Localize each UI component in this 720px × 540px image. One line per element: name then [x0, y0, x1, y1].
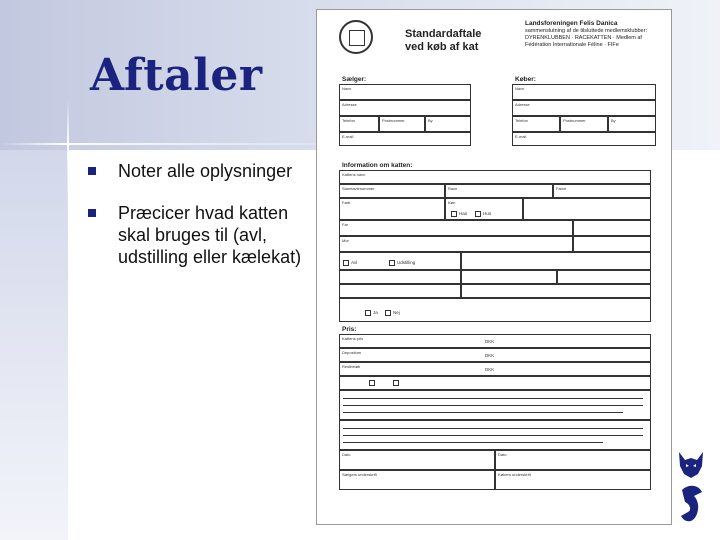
bullet-item	[88, 160, 308, 182]
buyer-email-field: E-mail	[512, 132, 656, 146]
payment-field	[339, 376, 651, 390]
breeding-label: Avl	[351, 260, 358, 265]
buyer-date-field: Dato	[495, 450, 651, 470]
male-checkbox	[451, 211, 457, 217]
male-label: Han	[459, 211, 468, 216]
seller-signature-field: Sælgers underskrift	[339, 470, 495, 490]
bullet-item	[88, 202, 308, 268]
seller-postcode-field: Postnummer	[379, 116, 425, 132]
contract-document-image	[316, 9, 672, 525]
buyer-postcode-field: Postnummer	[560, 116, 608, 132]
seller-phone-field: Telefon	[339, 116, 379, 132]
cat-detail-field	[461, 284, 651, 298]
seller-name-field: Navn	[339, 84, 471, 100]
slide-title: Aftaler	[90, 50, 263, 101]
currency-label: DKK	[485, 353, 495, 358]
registration-field	[523, 198, 651, 220]
payment-checkbox	[393, 380, 399, 386]
cat-info-heading: Information om katten:	[342, 162, 413, 169]
light-flare-horizontal	[0, 143, 320, 145]
buyer-signature-field: Købers underskrift	[495, 470, 651, 490]
birth-field: Født	[339, 198, 445, 220]
no-checkbox	[385, 310, 391, 316]
sex-field: Køn	[445, 198, 523, 220]
show-label: Udstilling	[397, 260, 416, 265]
association-header: Landsforeningen Felis Danica sammenslutning af de tilsluttede medlemsklubber: DYRENKLUBBEN · RACEKATTEN · Medlem af Fédération Internationale Féline · FIFe	[525, 20, 647, 48]
female-checkbox	[475, 211, 481, 217]
payment-checkbox	[369, 380, 375, 386]
bullet-text: Noter alle oplysninger	[118, 161, 293, 181]
buyer-name-field: Navn	[512, 84, 656, 100]
seller-date-field: Dato	[339, 450, 495, 470]
fox-logo-icon	[676, 448, 706, 528]
breeding-checkbox	[343, 260, 349, 266]
seller-address-field: Adresse	[339, 100, 471, 116]
currency-label: DKK	[485, 367, 495, 372]
show-checkbox	[389, 260, 395, 266]
bullet-list	[88, 160, 308, 288]
buyer-address-field: Adresse	[512, 100, 656, 116]
seller-email-field: E-mail	[339, 132, 471, 146]
yes-checkbox	[365, 310, 371, 316]
father-field: Far	[339, 220, 573, 236]
buyer-heading: Køber:	[515, 76, 536, 83]
remaining-field: Restbeløb	[339, 362, 651, 376]
conditions-field	[461, 252, 651, 270]
no-label: Nej	[393, 310, 400, 315]
female-label: Hun	[483, 211, 492, 216]
cat-name-field: Kattens navn	[339, 170, 651, 184]
bullet-text: Præcicer hvad katten skal bruges til (avl, udstilling eller kælekat)	[118, 203, 302, 267]
buyer-phone-field: Telefon	[512, 116, 560, 132]
square-bullet-icon	[88, 167, 96, 175]
mother-field: Mor	[339, 236, 573, 252]
deposit-field: Depositum	[339, 348, 651, 362]
light-flare-vertical	[67, 100, 69, 210]
association-logo-icon	[339, 20, 373, 54]
seller-heading: Sælger:	[342, 76, 367, 83]
mother-reg-field	[573, 236, 651, 252]
father-reg-field	[573, 220, 651, 236]
color-field: Farve	[553, 184, 651, 198]
cat-detail-field	[339, 270, 461, 284]
pedigree-field: Stamtavlenummer	[339, 184, 445, 198]
cat-detail-field	[461, 270, 557, 284]
breed-field: Race	[445, 184, 553, 198]
cat-price-field: Kattens pris	[339, 334, 651, 348]
document-title: Standardaftale ved køb af kat	[405, 28, 482, 53]
cat-detail-field	[339, 284, 461, 298]
buyer-city-field: By	[608, 116, 656, 132]
price-heading: Pris:	[342, 326, 357, 333]
square-bullet-icon	[88, 209, 96, 217]
currency-label: DKK	[485, 339, 495, 344]
yes-label: Ja	[373, 310, 378, 315]
seller-city-field: By	[425, 116, 471, 132]
cat-detail-field	[557, 270, 651, 284]
left-band	[0, 150, 68, 540]
